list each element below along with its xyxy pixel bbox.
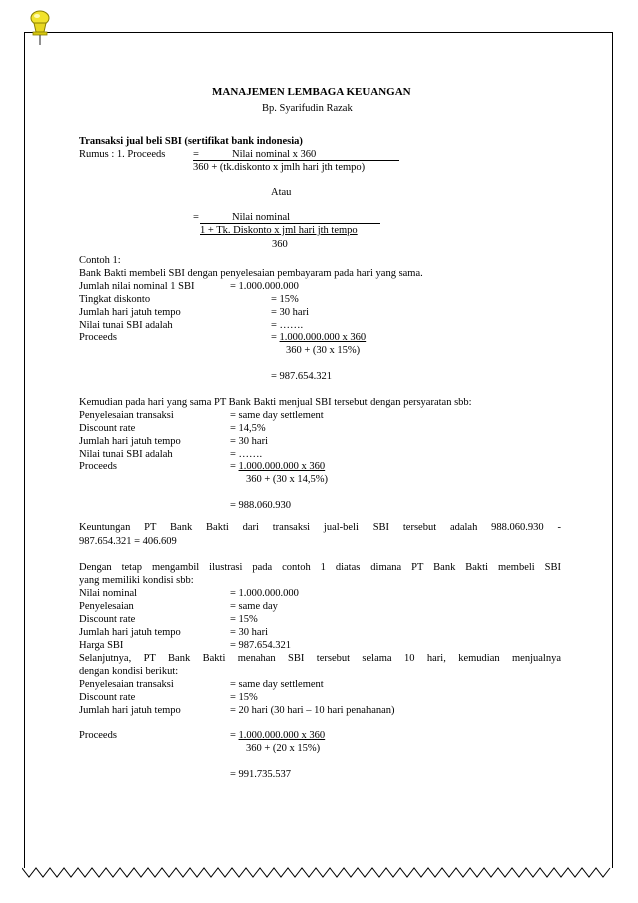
example1-label: Jumlah nilai nominal 1 SBI <box>79 281 195 292</box>
example3b-label: Penyelesaian transaksi <box>79 679 174 690</box>
example3-intro-line-1: Dengan tetap mengambil ilustrasi pada contoh 1 diatas dimana PT Bank Bakti membeli SBI <box>79 562 561 573</box>
example3-next-line-2: dengan kondisi berikut: <box>79 666 179 677</box>
example2-label: Penyelesaian transaksi <box>79 410 174 421</box>
formula2-denominator-bottom: 360 <box>272 239 288 250</box>
example1-label: Nilai tunai SBI adalah <box>79 320 173 331</box>
example1-label: Tingkat diskonto <box>79 294 151 305</box>
example3-intro-line-2: yang memiliki kondisi sbb: <box>79 575 194 586</box>
formula2-equals: = <box>193 212 199 223</box>
author-name: Bp. Syarifudin Razak <box>262 103 353 114</box>
example2-label: Jumlah hari jatuh tempo <box>79 436 181 447</box>
example1-proceeds <box>271 331 366 344</box>
formula2-denominator-top: 1 + Tk. Diskonto x jml hari jth tempo <box>200 225 358 236</box>
example3-value: = 15% <box>230 614 258 625</box>
example3-denominator: 360 + (20 x 15%) <box>246 743 321 754</box>
profit-line-2: 987.654.321 = 406.609 <box>79 536 177 547</box>
example3-label: Penyelesaian <box>79 601 134 612</box>
page-border-right <box>612 32 613 868</box>
example3b-label: Jumlah hari jatuh tempo <box>79 705 181 716</box>
example2-denominator: 360 + (30 x 14,5%) <box>246 474 329 485</box>
document-title: MANAJEMEN LEMBAGA KEUANGAN <box>212 86 411 98</box>
example1-value: = ……. <box>271 320 304 331</box>
example2-intro: Kemudian pada hari yang sama PT Bank Bakti menjual SBI tersebut dengan persyaratan sbb: <box>79 397 472 408</box>
example3-label: Jumlah hari jatuh tempo <box>79 627 181 638</box>
formula1-equals: = <box>193 149 199 160</box>
example3-value: = 30 hari <box>230 627 268 638</box>
example2-proceeds <box>230 460 325 473</box>
page-border-left <box>24 32 25 868</box>
example3-value: = same day <box>230 601 278 612</box>
example2-value: = 30 hari <box>230 436 268 447</box>
example1-value: = 30 hari <box>271 307 309 318</box>
example1-label: Proceeds <box>79 332 117 343</box>
example3-value: = 1.000.000.000 <box>230 588 299 599</box>
example1-intro: Bank Bakti membeli SBI dengan penyelesaian pembayaram pada hari yang sama. <box>79 268 423 279</box>
example3-result: = 991.735.537 <box>230 769 292 780</box>
example2-label: Discount rate <box>79 423 136 434</box>
proceeds-equals: = <box>230 730 239 741</box>
example2-value: = 14,5% <box>230 423 266 434</box>
example3b-value: = 15% <box>230 692 258 703</box>
formula2-numerator: Nilai nominal <box>232 212 291 223</box>
example1-result: = 987.654.321 <box>271 371 333 382</box>
formula-or-label: Atau <box>271 187 292 198</box>
proceeds-numerator: 1.000.000.000 x 360 <box>238 730 326 741</box>
pushpin-icon <box>28 10 52 46</box>
formula1-denominator: 360 + (tk.diskonto x jmlh hari jth tempo) <box>193 162 366 173</box>
profit-line-1: Keuntungan PT Bank Bakti dari transaksi jual-beli SBI tersebut adalah 988.060.930 - <box>79 522 561 533</box>
example3-value: = 987.654.321 <box>230 640 292 651</box>
formula-label: Rumus : 1. Proceeds <box>79 149 166 160</box>
example3-label: Harga SBI <box>79 640 124 651</box>
example3b-label: Discount rate <box>79 692 136 703</box>
example3-label: Nilai nominal <box>79 588 138 599</box>
example3b-value: = 20 hari (30 hari – 10 hari penahanan) <box>230 705 395 716</box>
example3-proceeds <box>230 729 325 742</box>
page-border-bottom-zigzag <box>22 866 616 880</box>
example3-proceeds-label: Proceeds <box>79 730 117 741</box>
example2-value: = same day settlement <box>230 410 324 421</box>
example1-heading: Contoh 1: <box>79 255 121 266</box>
example2-value: = ……. <box>230 449 263 460</box>
example3-label: Discount rate <box>79 614 136 625</box>
section-heading: Transaksi jual beli SBI (sertifikat bank indonesia) <box>79 136 303 147</box>
formula1-numerator: Nilai nominal x 360 <box>232 149 317 160</box>
example2-result: = 988.060.930 <box>230 500 292 511</box>
example2-label: Proceeds <box>79 461 117 472</box>
proceeds-equals: = <box>271 332 280 343</box>
example1-denominator: 360 + (30 x 15%) <box>286 345 361 356</box>
proceeds-equals: = <box>230 461 239 472</box>
example1-label: Jumlah hari jatuh tempo <box>79 307 181 318</box>
proceeds-numerator: 1.000.000.000 x 360 <box>238 461 326 472</box>
example3-next-line-1: Selanjutnya, PT Bank Bakti menahan SBI tersebut selama 10 hari, kemudian menjualnya <box>79 653 561 664</box>
example1-value: = 1.000.000.000 <box>230 281 299 292</box>
example3b-value: = same day settlement <box>230 679 324 690</box>
page-border-top <box>24 32 613 33</box>
example2-label: Nilai tunai SBI adalah <box>79 449 173 460</box>
example1-value: = 15% <box>271 294 299 305</box>
proceeds-numerator: 1.000.000.000 x 360 <box>279 332 367 343</box>
